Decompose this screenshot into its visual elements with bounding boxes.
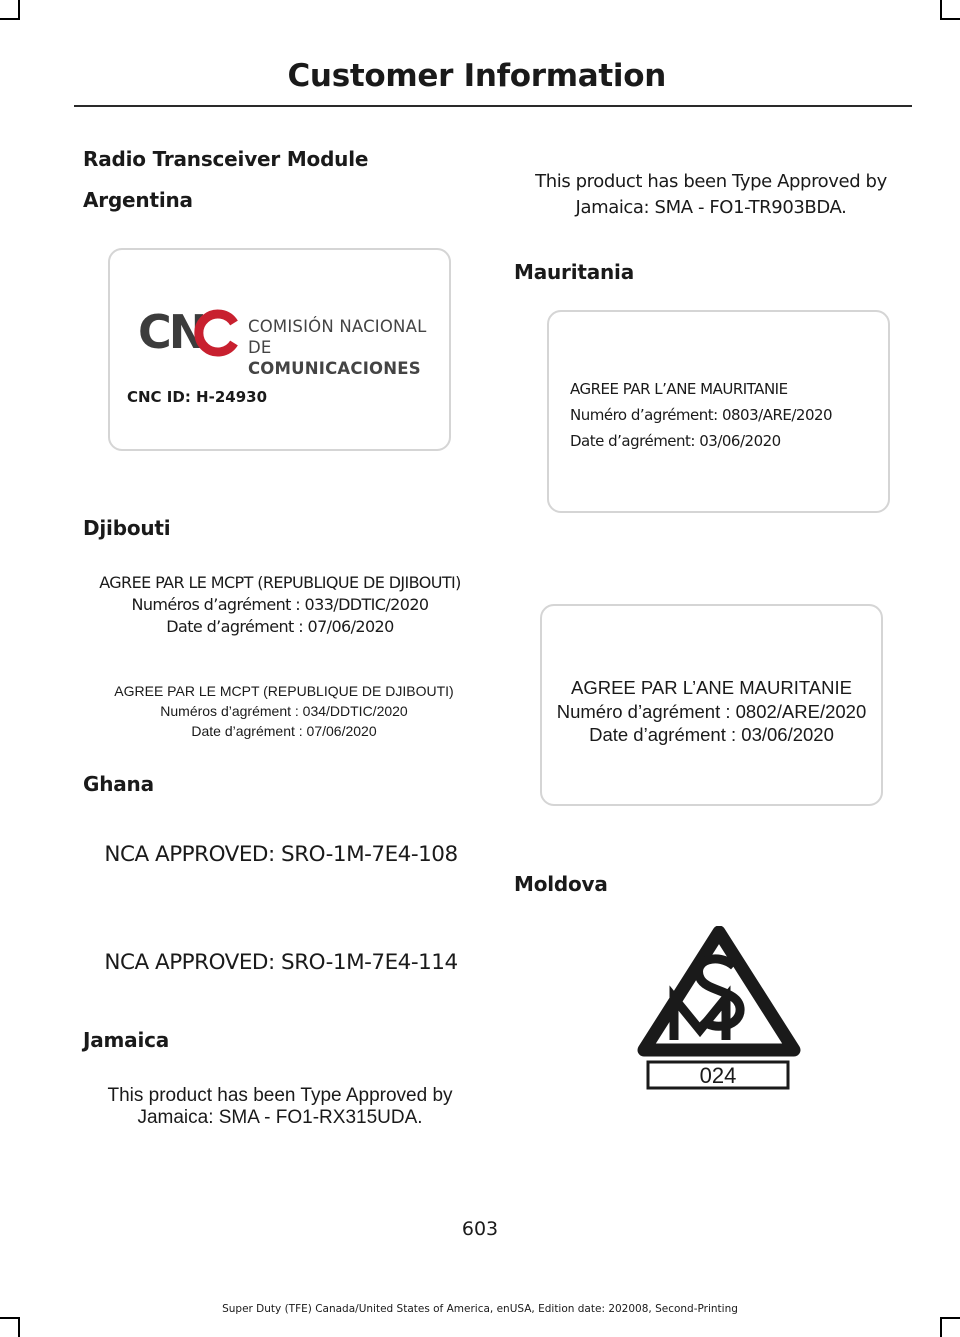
mauritania-label-2-line1: AGREE PAR L’ANE MAURITANIE: [571, 677, 852, 698]
crop-mark: [940, 1317, 960, 1319]
page-title: Customer Information: [287, 58, 666, 94]
page-number: 603: [461, 1218, 499, 1240]
crop-mark: [18, 1317, 20, 1337]
crop-mark: [0, 18, 20, 20]
djibouti-label-1-line2: Numéros d’agrément : 033/DDTIC/2020: [131, 595, 429, 614]
djibouti-label-2: [80, 681, 488, 741]
heading-ghana: Ghana: [83, 772, 154, 796]
cnc-id: CNC ID: H-24930: [127, 388, 268, 406]
djibouti-label-1: [80, 572, 480, 638]
djibouti-label-2-line1: AGREE PAR LE MCPT (REPUBLIQUE DE DJIBOUTI): [114, 683, 454, 699]
cnc-org-line2: [248, 337, 449, 379]
mauritania-label-card-1: [547, 310, 890, 513]
jamaica-label-1-line1: This product has been Type Approved by: [107, 1085, 453, 1106]
jamaica-label-2-line2: Jamaica: SMA - FO1-TR903BDA.: [575, 197, 847, 218]
djibouti-label-2-line2: Numéros d’agrément : 034/DDTIC/2020: [160, 703, 408, 719]
moldova-mark-code: 024: [699, 1063, 737, 1088]
mauritania-label-2-line3: Date d’agrément : 03/06/2020: [589, 724, 834, 745]
crop-mark: [940, 0, 942, 20]
heading-moldova: Moldova: [514, 872, 608, 896]
ghana-label-2: NCA APPROVED: SRO-1M-7E4-114: [104, 950, 458, 975]
mauritania-label-card-2: [540, 604, 883, 806]
cnc-org-line2-prefix: DE: [248, 338, 272, 357]
djibouti-label-2-line3: Date d’agrément : 07/06/2020: [191, 723, 377, 739]
svg-text:CN: CN: [138, 305, 205, 359]
mauritania-label-1: [570, 376, 832, 454]
cnc-logo: [138, 302, 238, 362]
jamaica-label-2: [512, 169, 910, 221]
jamaica-label-1-line2: Jamaica: SMA - FO1-RX315UDA.: [137, 1107, 423, 1128]
mauritania-label-1-line1: AGREE PAR L’ANE MAURITANIE: [570, 380, 788, 398]
crop-mark: [940, 18, 960, 20]
djibouti-label-1-line3: Date d’agrément : 07/06/2020: [166, 617, 394, 636]
crop-mark: [0, 1317, 20, 1319]
jamaica-label-2-line1: This product has been Type Approved by: [535, 171, 887, 192]
section-title: Radio Transceiver Module: [83, 147, 369, 171]
jamaica-label-1: [80, 1085, 480, 1129]
djibouti-label-1-line1: AGREE PAR LE MCPT (REPUBLIQUE DE DJIBOUTI): [99, 573, 461, 592]
moldova-sm-mark: [636, 926, 802, 1094]
crop-mark: [18, 0, 20, 20]
cnc-label-card: [108, 248, 451, 451]
heading-jamaica: Jamaica: [83, 1028, 170, 1052]
cnc-logo-mark: [138, 302, 238, 362]
heading-argentina: Argentina: [83, 188, 193, 212]
ghana-label-1: NCA APPROVED: SRO-1M-7E4-108: [104, 842, 458, 867]
footer-text: Super Duty (TFE) Canada/United States of America, enUSA, Edition date: 202008, Second-Printing: [222, 1303, 738, 1315]
heading-mauritania: Mauritania: [514, 260, 635, 284]
mauritania-label-1-line2: Numéro d’agrément: 0803/ARE/2020: [570, 406, 833, 424]
cnc-org-line2-bold: COMUNICACIONES: [248, 359, 421, 378]
heading-djibouti: Djibouti: [83, 516, 171, 540]
mauritania-label-2-line2: Numéro d’agrément : 0802/ARE/2020: [556, 700, 867, 722]
cnc-org-line1: COMISIÓN NACIONAL: [248, 317, 427, 336]
mauritania-label-2: [542, 676, 881, 747]
mauritania-label-1-line3: Date d’agrément: 03/06/2020: [570, 432, 781, 450]
header-divider: [74, 105, 912, 107]
cnc-org-name: [248, 316, 449, 379]
crop-mark: [940, 1317, 942, 1337]
